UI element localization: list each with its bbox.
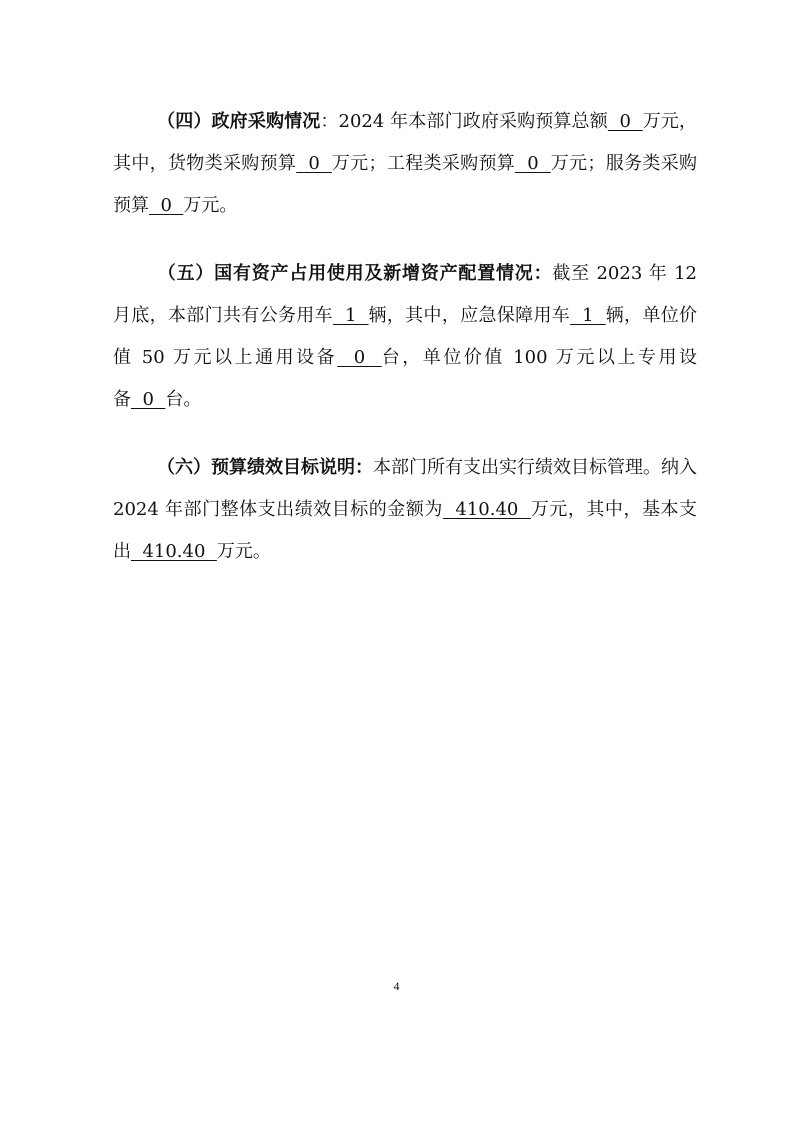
assets-heading: （五）国有资产占用使用及新增资产配置情况： (157, 263, 553, 284)
performance-text-2: 万元，其中，基本支出 (113, 499, 698, 562)
procurement-goods-value: 0 (296, 153, 332, 174)
assets-official-cars-value: 1 (332, 305, 369, 326)
procurement-engineering-value: 0 (515, 153, 551, 174)
assets-text-1: 截至 2023 年 12 月底，本部门共有公务用车 (113, 263, 697, 326)
procurement-text-2: 万元，其中，货物类采购预算 (113, 111, 698, 174)
assets-text-2: 辆，其中，应急保障用车 (368, 305, 571, 326)
assets-text-5: 台。 (165, 389, 202, 410)
assets-text-3: 辆，单位价值 50 万元以上通用设备 (113, 305, 698, 368)
procurement-text-4: 万元；服务类采购预算 (113, 153, 698, 216)
procurement-heading: （四）政府采购情况 (157, 111, 321, 132)
section-performance (113, 447, 697, 573)
procurement-services-value: 0 (149, 195, 184, 216)
procurement-text-1: ：2024 年本部门政府采购预算总额 (320, 111, 608, 132)
page-number: 4 (393, 979, 400, 993)
assets-emergency-cars-value: 1 (570, 305, 606, 326)
performance-total-amount-value: 410.40 (442, 499, 531, 520)
section-assets (113, 253, 697, 421)
assets-text-4: 台，单位价值 100 万元以上专用设备 (113, 347, 697, 410)
section-procurement (113, 101, 697, 227)
procurement-text-5: 万元。 (183, 195, 238, 216)
assets-general-equipment-value: 0 (337, 347, 382, 368)
document-body (113, 101, 697, 573)
procurement-total-value: 0 (607, 111, 643, 132)
performance-text-3: 万元。 (216, 541, 271, 562)
performance-basic-expenditure-value: 410.40 (131, 541, 217, 562)
assets-special-equipment-value: 0 (131, 389, 166, 410)
performance-text-1: 本部门所有支出实行绩效目标管理。纳入 2024 年部门整体支出绩效目标的金额为 (113, 457, 697, 520)
procurement-text-3: 万元；工程类采购预算 (331, 153, 516, 174)
performance-heading: （六）预算绩效目标说明： (157, 457, 373, 478)
